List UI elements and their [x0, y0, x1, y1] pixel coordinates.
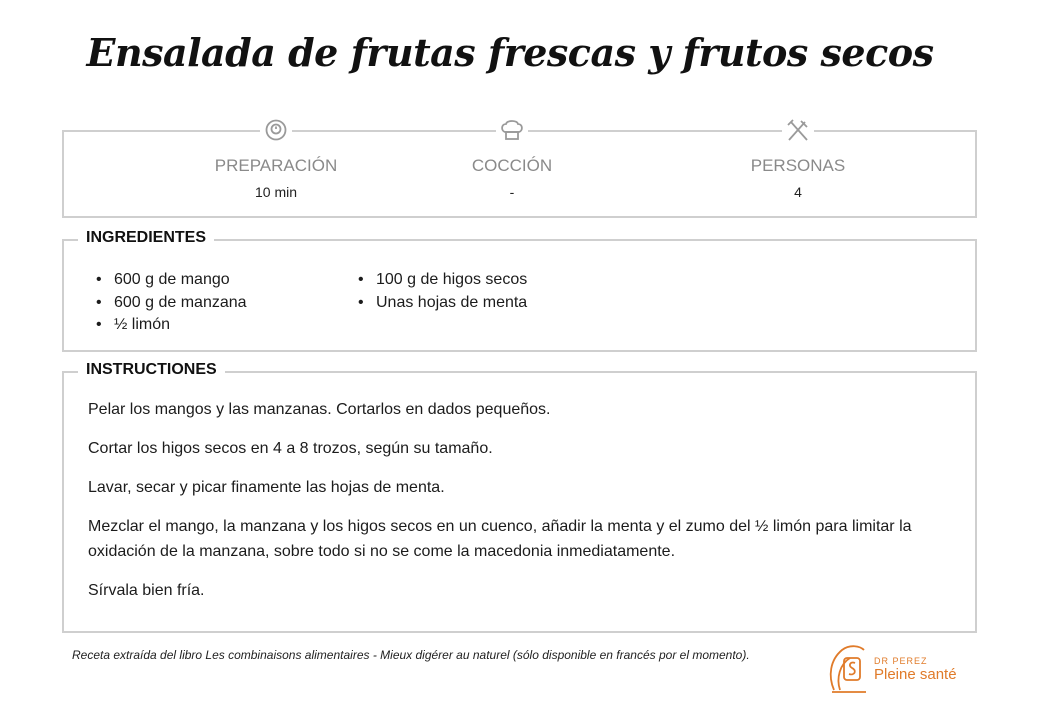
instruction-step: Cortar los higos secos en 4 a 8 trozos, según su tamaño.: [88, 440, 493, 457]
fork-knife-icon: [782, 116, 814, 144]
instructions-steps: [88, 397, 948, 617]
source-footnote: Receta extraída del libro Les combinaisons alimentaires - Mieux digérer au naturel (sólo disponible en francés por el momento).: [72, 648, 750, 662]
ingredient-item: • 600 g de manzana: [94, 292, 247, 315]
cook-label: COCCIÓN: [471, 156, 553, 175]
instruction-step: Sírvala bien fría.: [88, 582, 205, 599]
people-label: PERSONAS: [750, 156, 846, 175]
brand-logo: [826, 640, 976, 696]
brand-line2: Pleine santé: [874, 666, 957, 683]
cook-value: -: [509, 184, 515, 200]
ingredients-list-2: [356, 269, 527, 314]
chef-hat-icon: [496, 116, 528, 144]
recipe-info-box: [62, 130, 977, 218]
timer-icon: [260, 116, 292, 144]
ingredient-item: • 600 g de mango: [94, 269, 247, 292]
prep-label: PREPARACIÓN: [214, 156, 338, 175]
ingredient-item: • 100 g de higos secos: [356, 269, 527, 292]
ingredient-item: • Unas hojas de menta: [356, 292, 527, 315]
brand-line1: DR PEREZ: [874, 656, 928, 666]
ingredients-list-1: [94, 269, 247, 337]
instruction-step: Lavar, secar y picar finamente las hojas de menta.: [88, 479, 445, 496]
brand-emblem-icon: [826, 640, 872, 694]
instructions-heading: INSTRUCTIONES: [78, 361, 225, 379]
instruction-step: Mezclar el mango, la manzana y los higos secos en un cuenco, añadir la menta y el zumo del ½ limón para limitar la oxidación de la manzana, sobre todo si no se come la macedonia inmediatamente.: [88, 518, 912, 560]
recipe-title: Ensalada de frutas frescas y frutos secos: [86, 30, 934, 75]
prep-value: 10 min: [254, 184, 298, 200]
ingredients-heading: INGREDIENTES: [78, 229, 214, 247]
instructions-box: [62, 361, 977, 633]
people-value: 4: [794, 184, 802, 200]
ingredient-item: • ½ limón: [94, 314, 247, 337]
ingredients-box: [62, 229, 977, 352]
instruction-step: Pelar los mangos y las manzanas. Cortarlos en dados pequeños.: [88, 401, 551, 418]
